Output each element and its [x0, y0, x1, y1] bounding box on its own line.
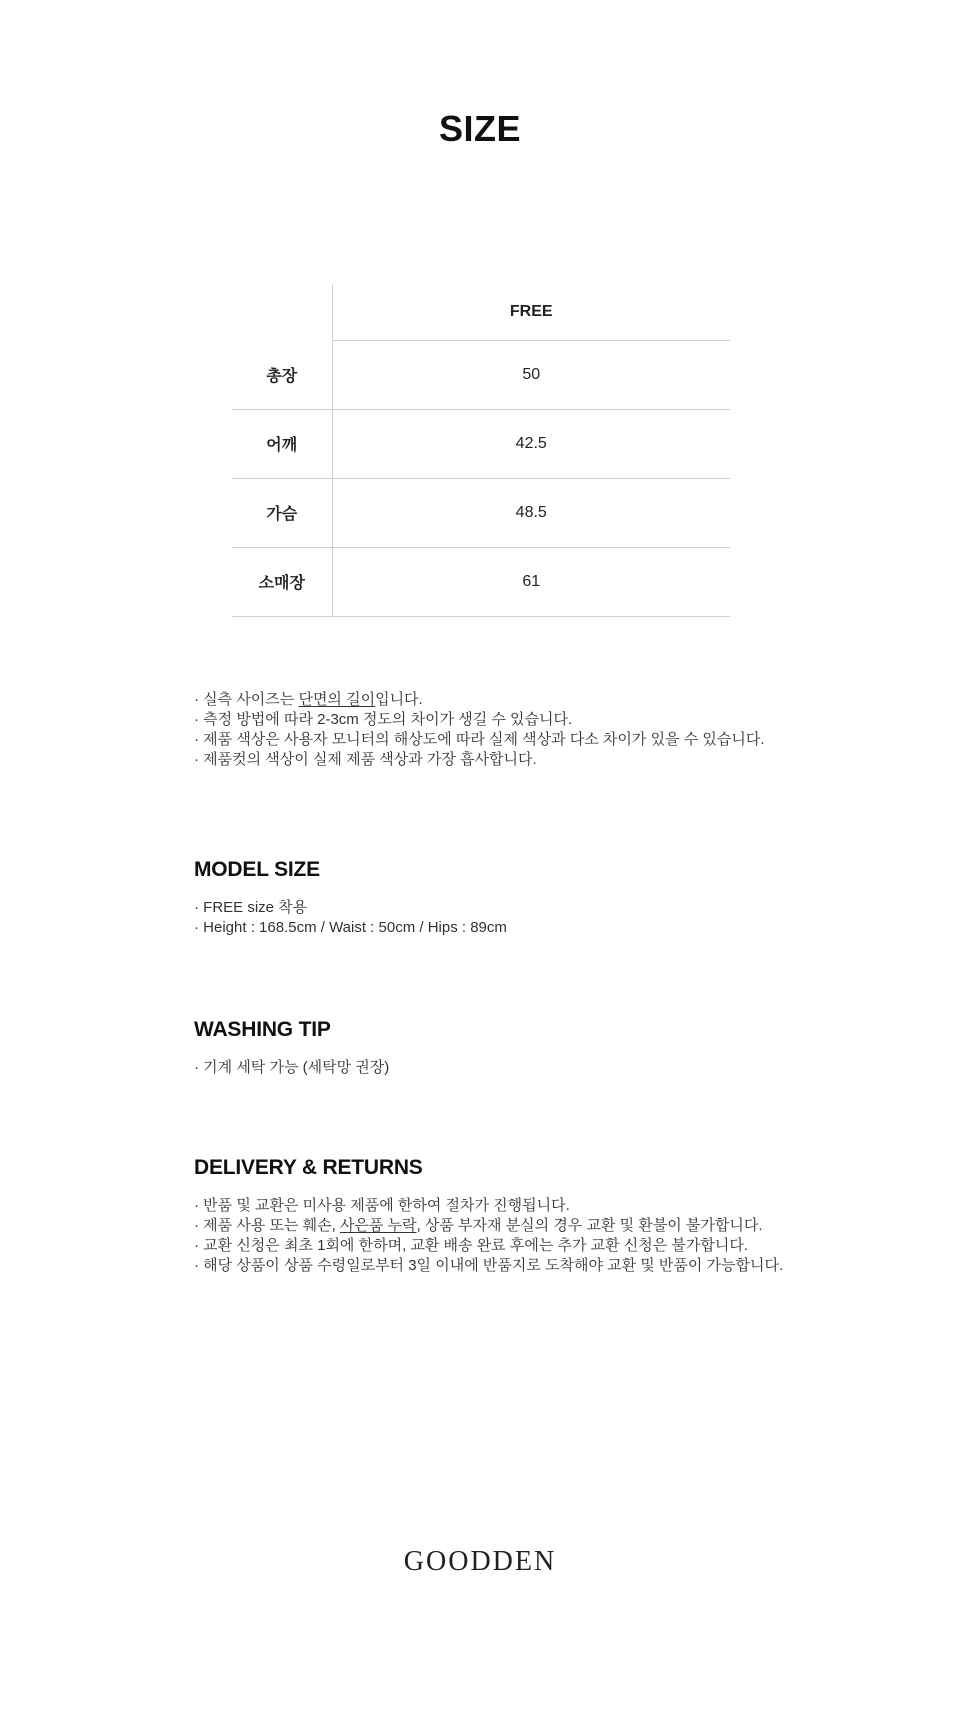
note-text: 입니다. [375, 691, 423, 708]
measurement-value: 61 [332, 547, 730, 616]
model-size-section [194, 858, 914, 938]
note-item: · 측정 방법에 따라 2-3cm 정도의 차이가 생길 수 있습니다. [194, 710, 894, 730]
list-text: , 상품 부자재 분실의 경우 교환 및 환불이 불가합니다. [416, 1217, 763, 1234]
table-row [232, 340, 730, 409]
note-text: 실측 사이즈는 [203, 691, 299, 708]
size-table-corner [232, 284, 332, 340]
underlined-text: 사은품 누락 [339, 1217, 417, 1234]
brand-logo: GOODDEN [403, 1546, 557, 1577]
size-table-header-row [232, 284, 730, 340]
note-underlined-text: 단면의 길이 [298, 691, 376, 708]
list-item: · 해당 상품이 상품 수령일로부터 3일 이내에 반품지로 도착해야 교환 및 반품이 가능합니다. [194, 1256, 914, 1276]
note-item: · 제품 색상은 사용자 모니터의 해상도에 따라 실제 색상과 다소 차이가 있을 수 있습니다. [194, 730, 894, 750]
model-size-list [194, 898, 914, 938]
page-title: SIZE [438, 108, 521, 149]
list-item: · Height : 168.5cm / Waist : 50cm / Hips : 89cm [194, 918, 914, 938]
delivery-list [194, 1196, 914, 1276]
list-text: 제품 사용 또는 훼손, [203, 1217, 340, 1234]
table-row [232, 409, 730, 478]
list-item: · 기계 세탁 가능 (세탁망 권장) [194, 1058, 914, 1078]
delivery-returns-section [194, 1156, 914, 1276]
measurement-value: 48.5 [332, 478, 730, 547]
measurement-label: 가슴 [232, 478, 332, 547]
size-column-header: FREE [332, 284, 730, 340]
table-row [232, 547, 730, 616]
washing-tip-list [194, 1058, 914, 1078]
measurement-value: 50 [332, 340, 730, 409]
model-size-heading: MODEL SIZE [194, 858, 320, 881]
delivery-heading: DELIVERY & RETURNS [194, 1156, 423, 1179]
measurement-label: 소매장 [232, 547, 332, 616]
table-row [232, 478, 730, 547]
list-item: · 반품 및 교환은 미사용 제품에 한하여 절차가 진행됩니다. [194, 1196, 914, 1216]
list-item: · 교환 신청은 최초 1회에 한하며, 교환 배송 완료 후에는 추가 교환 신청은 불가합니다. [194, 1236, 914, 1256]
washing-tip-heading: WASHING TIP [194, 1018, 331, 1041]
note-item: · 제품컷의 색상이 실제 제품 색상과 가장 흡사합니다. [194, 750, 894, 770]
measurement-label: 총장 [232, 340, 332, 409]
size-table [232, 284, 730, 617]
size-notes [194, 690, 894, 770]
measurement-label: 어깨 [232, 409, 332, 478]
note-item [194, 690, 894, 710]
measurement-value: 42.5 [332, 409, 730, 478]
list-item [194, 1216, 914, 1236]
washing-tip-section [194, 1018, 914, 1078]
list-item: · FREE size 착용 [194, 898, 914, 918]
